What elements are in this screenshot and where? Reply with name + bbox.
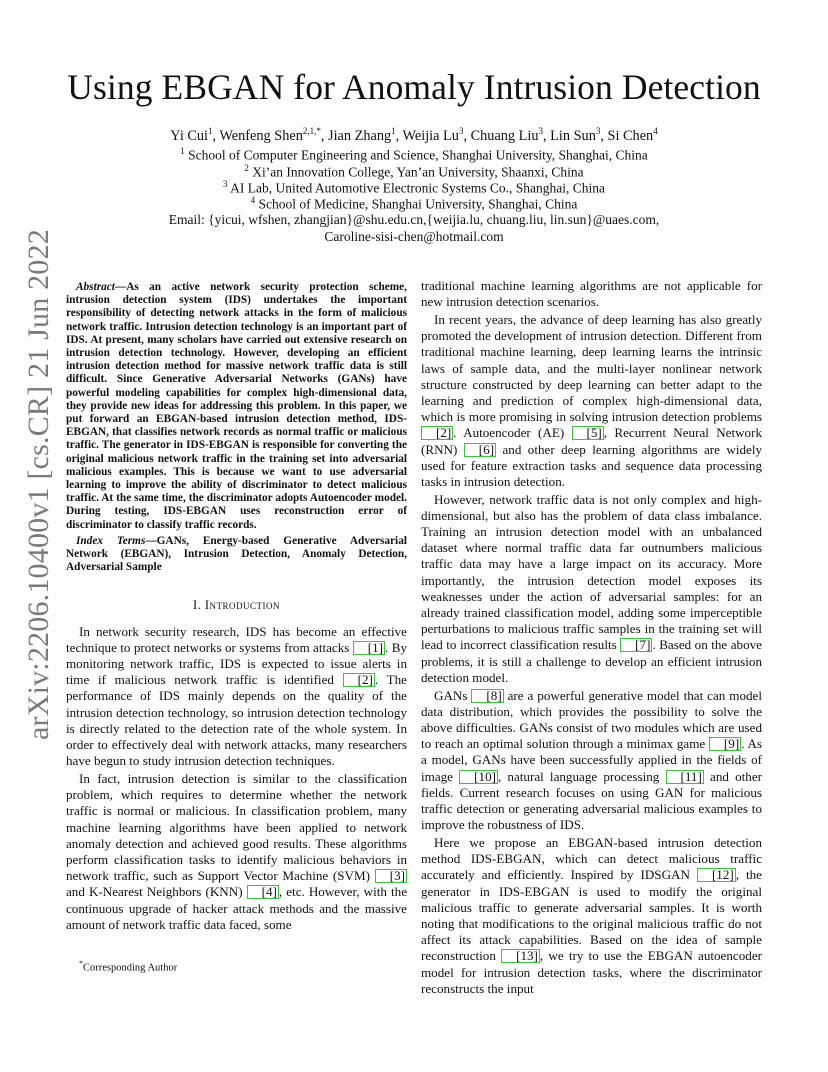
paragraph: In network security research, IDS has become an effective technique to protect networks or systems from attacks [1] . By monitoring network traffic, IDS is expected to issue alerts in time if malicious network traffic is identified [2] . The performance of IDS mainly depends on the quality of the intrusion detection technology, so intrusion detection technology is directly related to the detection rate of the whole system. In order to effectively deal with network attacks, many researchers have begun to study intrusion detection techniques. (66, 623, 407, 769)
left-column (66, 281, 407, 935)
affiliation-2: $^2$ Xi’an Innovation College, Yan’an University, Shaanxi, China (244, 163, 584, 180)
author-name: Lin Sun (550, 127, 596, 144)
author-affiliation-mark: 3 (458, 126, 464, 136)
affiliation-3: $^3$ AI Lab, United Automotive Electronic Systems Co., Shanghai, China (222, 179, 606, 196)
left-body (66, 624, 407, 933)
affiliation-4: $^4$ School of Medicine, Shanghai University, Shanghai, China (250, 195, 578, 212)
citation-link[interactable]: [2] (421, 426, 453, 440)
paragraph: GANs [8] are a powerful generative model that can model data distribution, which provides the possibility to solve the above difficulties. GANs consist of two modules which are used to reach an optimal solution through a minimax game [9] . As a model, GANs have been successfully applied in the fields of image [10] , natural language processing [11] and other fields. Current research focuses on using GAN for malicious traffic detection or generating adversarial malicious examples to improve the robustness of IDS. (421, 687, 762, 833)
citation-link[interactable]: [5] (572, 426, 604, 440)
citation-link[interactable]: [11] (666, 770, 704, 784)
author-affiliation-mark: 1 (208, 126, 213, 136)
citation-link[interactable]: [3] (375, 869, 407, 883)
author-name: Si Chen (607, 127, 654, 144)
paragraph: Here we propose an EBGAN-based intrusion detection method IDS-EBGAN, which can detect malicious traffic accurately and efficiently. Inspired by IDSGAN [12] , the generator in IDS-EBGAN is used to modify the original malicious traffic to generate adversarial samples. It is worth noting that modifications to the original malicious traffic do not affect its attack capabilities. Based on the idea of sample reconstruction [13] , we try to use the EBGAN autoencoder model for intrusion detection tasks, where the discriminator reconstructs the input (421, 834, 762, 996)
author-name: Yi Cui (170, 127, 209, 144)
abstract: Abstract—As an active network security protection scheme, intrusion detection system (IDS) undertakes the important responsibility of detecting network attacks in the form of malicious network traffic. Intrusion detection technology is an important part of IDS. At present, many scholars have carried out extensive research on intrusion detection technology. However, developing an efficient intrusion detection method for massive network traffic data is still difficult. Since Generative Adversarial Networks (GANs) have powerful modeling capabilities for complex high-dimensional data, they provide new ideas for addressing this problem. In this paper, we put forward an EBGAN-based intrusion detection method, IDS-EBGAN, that classifies network records as normal traffic or malicious traffic. The generator in IDS-EBGAN is responsible for converting the original malicious network traffic in the training set into adversarial malicious examples. This is because we want to use adversarial learning to improve the ability of discriminator to detect malicious traffic. At the same time, the discriminator adopts Autoencoder model. During testing, IDS-EBGAN uses reconstruction error of discriminator to classify traffic records. (66, 281, 407, 531)
footnote: *Corresponding Author (79, 959, 178, 974)
paragraph: In recent years, the advance of deep learning has also greatly promoted the development of intrusion detection. Different from traditional machine learning, deep learning learns the intrinsic laws of sample data, and the multi-layer nonlinear network structure constructed by deep learning can better adapt to the learning and prediction of complex high-dimensional data, which is more promising in solving intrusion detection problems [2] . Autoencoder (AE) [5] , Recurrent Neural Network (RNN) [6] and other deep learning algorithms are widely used for feature extraction tasks and sequence data processing tasks in intrusion detection. (421, 311, 763, 489)
author-affiliation-mark: 3 (595, 126, 601, 136)
author-name: Weijia Lu (402, 127, 459, 144)
author-affiliation-mark: 4 (653, 126, 658, 136)
author-affiliation-mark: 3 (538, 126, 544, 136)
citation-link[interactable]: [10] (459, 770, 498, 784)
author-list: Yi Cui$^1$, Wenfeng Shen$^{2,1,*}$, Jian Zhang$^1$, Weijia Lu$^3$, Chuang Liu$^3$, Lin Sun$^3$, Si Chen$^4$ (170, 126, 658, 144)
email-line-1: Email: {yicui, wfshen, zhangjian}@shu.edu.cn,{weijia.lu, chuang.liu, lin.sun}@uaes.com, (168, 212, 660, 227)
email-line-2: Caroline-sisi-chen@hotmail.com (324, 229, 504, 244)
section-heading: I. Introduction (192, 598, 281, 613)
index-terms: Index Terms—GANs, Energy-based Generative Adversarial Network (EBGAN), Intrusion Detection, Anomaly Detection, Adversarial Sample (66, 534, 407, 574)
citation-link[interactable]: [6] (464, 443, 496, 457)
paragraph: However, network traffic data is not only complex and high-dimensional, but also has the problem of data class imbalance. Training an intrusion detection model with an unbalanced dataset where normal traffic data far outnumbers malicious traffic data may have a large impact on its accuracy. More importantly, the intrusion detection model exposes its weaknesses under the action of adversarial samples: for an already trained classification model, adding some imperceptible perturbations to malicious traffic samples in the training set will lead to incorrect classification results [7] . Based on the above problems, it is still a challenge to develop an efficient intrusion detection model. (421, 491, 762, 685)
paragraph: traditional machine learning algorithms are not applicable for new intrusion detection scenarios. (421, 278, 762, 310)
citation-link[interactable]: [4] (247, 885, 279, 899)
citation-link[interactable]: [2] (343, 673, 375, 687)
author-affiliation-mark: 1 (391, 126, 396, 136)
arxiv-identifier: arXiv:2206.10400v1 [cs.CR] 21 Jun 2022 (22, 229, 55, 740)
citation-link[interactable]: [7] (620, 638, 652, 652)
right-column (421, 278, 762, 998)
paper-title: Using EBGAN for Anomaly Intrusion Detection (67, 67, 761, 107)
author-name: Jian Zhang (328, 127, 392, 144)
author-name: Chuang Liu (470, 127, 539, 144)
paragraph: In fact, intrusion detection is similar to the classification problem, which requires to determine whether the network traffic is normal or malicious. In classification problem, many machine learning algorithms have been applied to network anomaly detection and achieved good results. These algorithms perform classification tasks to identify malicious behaviors in network traffic, such as Support Vector Machine (SVM) [3] and K-Nearest Neighbors (KNN) [4] , etc. However, with the continuous upgrade of hacker attack methods and the massive amount of network traffic data faced, some (66, 771, 408, 932)
author-affiliation-mark: 2,1,* (302, 126, 321, 136)
affiliation-1: $^1$ School of Computer Engineering and Science, Shanghai University, Shanghai, China (180, 146, 648, 163)
author-name: Wenfeng Shen (219, 127, 303, 144)
citation-link[interactable]: [13] (501, 949, 540, 963)
citation-link[interactable]: [12] (697, 868, 736, 882)
citation-link[interactable]: [8] (471, 689, 503, 703)
citation-link[interactable]: [9] (709, 737, 741, 751)
right-body (421, 278, 762, 997)
citation-link[interactable]: [1] (353, 641, 385, 655)
